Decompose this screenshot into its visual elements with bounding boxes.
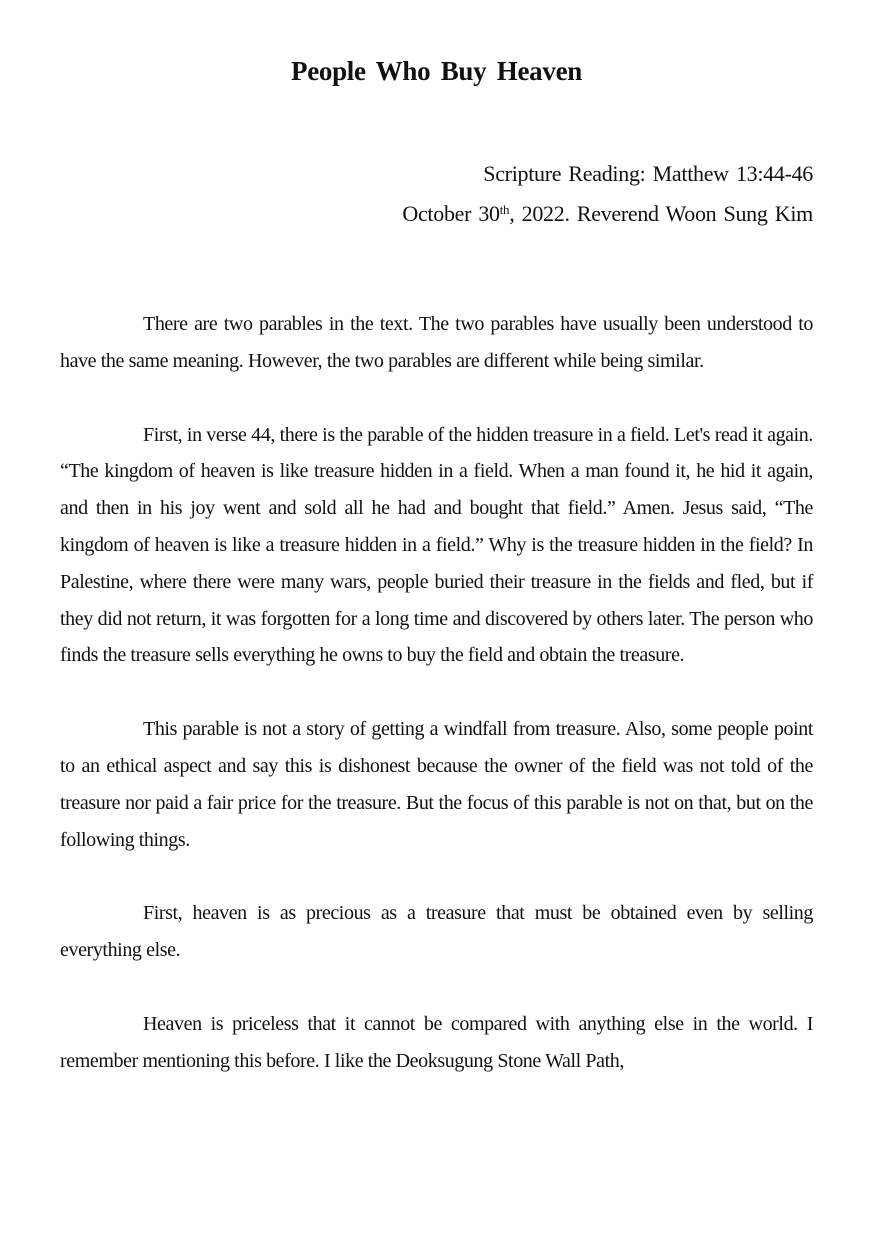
sermon-date-author [402,194,813,234]
paragraph: This parable is not a story of getting a windfall from treasure. Also, some people point to an ethical aspect and say this is dishonest because the owner of the field was not told of the treasure nor paid a fair price for the treasure. But the focus of this parable is not on that, but on the following things. [60,718,813,851]
date-prefix: October 30 [402,201,500,226]
paragraph: First, in verse 44, there is the parable of the hidden treasure in a field. Let's read it again. “The kingdom of heaven is like treasure hidden in a field. When a man found it, he hid it again, and then in his joy went and sold all he had and bought that field.” Amen. Jesus said, “The kingdom of heaven is like a treasure hidden in a field.” Why is the treasure hidden in the field? In Palestine, where there were many wars, people buried their treasure in the fields and fled, but if they did not return, it was forgotten for a long time and discovered by others later. The person who finds the treasure sells everything he owns to buy the field and obtain the treasure. [60,423,813,667]
date-ordinal: th [499,202,510,217]
paragraph: Heaven is priceless that it cannot be compared with anything else in the world. I remember mentioning this before. I like the Deoksugung Stone Wall Path, [60,1012,813,1072]
date-suffix: , 2022. Reverend Woon Sung Kim [509,201,813,226]
paragraph: There are two parables in the text. The two parables have usually been understood to have the same meaning. However, the two parables are different while being similar. [60,313,813,372]
sermon-meta [402,154,813,234]
scripture-reading: Scripture Reading: Matthew 13:44-46 [483,161,813,186]
paragraph: First, heaven is as precious as a treasure that must be obtained even by selling everything else. [60,902,813,962]
page-title: People Who Buy Heaven [291,56,582,86]
sermon-body [60,306,813,1117]
